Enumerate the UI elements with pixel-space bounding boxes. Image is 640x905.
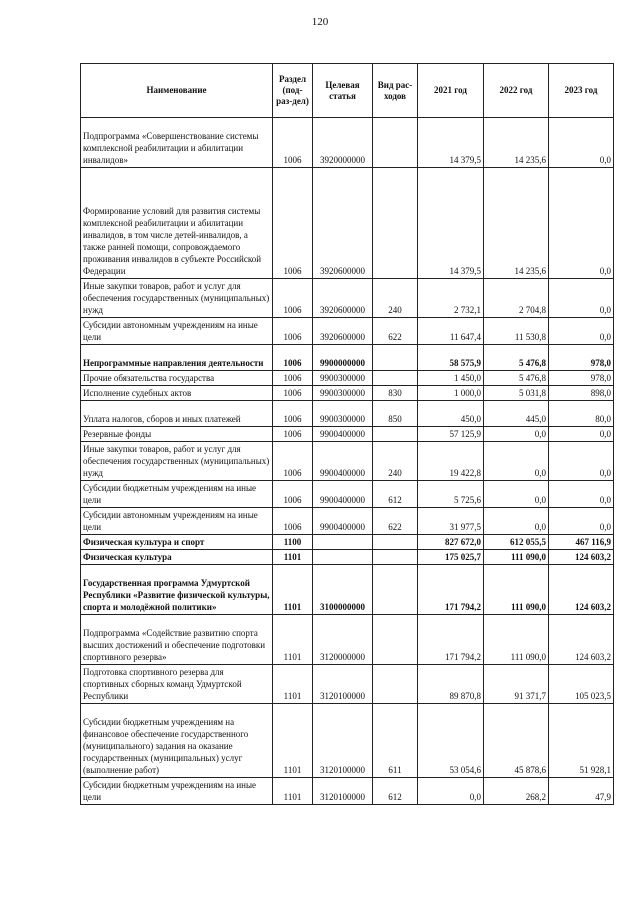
row-2022: 0,0 [484,508,549,535]
row-2021: 1 450,0 [418,371,484,386]
row-2022: 5 031,8 [484,386,549,401]
header-2023: 2023 год [549,64,614,118]
row-2023: 0,0 [549,118,614,168]
row-2023: 124 603,2 [549,565,614,615]
row-razdel: 1101 [273,778,313,805]
row-2021: 19 422,8 [418,442,484,481]
row-razdel: 1006 [273,371,313,386]
row-razdel: 1100 [273,535,313,550]
row-razdel: 1006 [273,168,313,279]
row-vid: 240 [373,442,418,481]
row-name: Субсидии бюджетным учреждениям на иные цели [81,481,273,508]
row-2021: 0,0 [418,778,484,805]
row-vid: 611 [373,704,418,778]
row-2021: 14 379,5 [418,118,484,168]
row-2021: 2 732,1 [418,279,484,318]
row-name: Исполнение судебных актов [81,386,273,401]
row-2022: 268,2 [484,778,549,805]
table-row [81,535,614,550]
row-name: Субсидии автономным учреждениям на иные цели [81,318,273,345]
row-name: Формирование условий для развития системы комплексной реабилитации и абилитации инвалидов, в том числе детей-инвалидов, а также ранней помощи, сопровождаемого проживания инвалидов в субъекте Российской Федерации [81,168,273,279]
table-row [81,401,614,427]
row-vid [373,371,418,386]
row-name: Субсидии бюджетным учреждениям на иные цели [81,778,273,805]
row-razdel: 1006 [273,401,313,427]
row-2021: 171 794,2 [418,615,484,665]
header-statya: Целевая статья [313,64,373,118]
row-statya: 3920600000 [313,318,373,345]
row-2023: 467 116,9 [549,535,614,550]
row-2021: 14 379,5 [418,168,484,279]
row-name: Резервные фонды [81,427,273,442]
row-statya: 3120100000 [313,704,373,778]
row-statya: 3920600000 [313,168,373,279]
row-2023: 124 603,2 [549,550,614,565]
row-2022: 14 235,6 [484,168,549,279]
row-statya: 3920600000 [313,279,373,318]
row-vid [373,168,418,279]
row-2023: 0,0 [549,427,614,442]
row-2022: 2 704,8 [484,279,549,318]
row-name: Прочие обязательства государства [81,371,273,386]
table-row [81,550,614,565]
row-vid [373,535,418,550]
row-2023: 978,0 [549,371,614,386]
row-2022: 111 090,0 [484,615,549,665]
table-row [81,508,614,535]
row-razdel: 1006 [273,442,313,481]
row-name: Иные закупки товаров, работ и услуг для обеспечения государственных (муниципальных) нужд [81,279,273,318]
row-2022: 445,0 [484,401,549,427]
header-2021: 2021 год [418,64,484,118]
row-statya: 9900400000 [313,481,373,508]
table-row [81,565,614,615]
table-row [81,345,614,371]
row-2021: 53 054,6 [418,704,484,778]
row-name: Непрограммные направления деятельности [81,345,273,371]
table-row [81,427,614,442]
table-row [81,318,614,345]
table-row [81,168,614,279]
row-2023: 0,0 [549,508,614,535]
row-vid [373,550,418,565]
row-2022: 5 476,8 [484,371,549,386]
row-2023: 0,0 [549,318,614,345]
table-row [81,665,614,704]
row-2022: 11 530,8 [484,318,549,345]
table-row [81,118,614,168]
row-vid [373,345,418,371]
row-2022: 5 476,8 [484,345,549,371]
table-body [81,118,614,805]
row-statya [313,550,373,565]
table-row [81,704,614,778]
row-2023: 0,0 [549,481,614,508]
row-2023: 47,9 [549,778,614,805]
row-2021: 5 725,6 [418,481,484,508]
row-2023: 898,0 [549,386,614,401]
row-razdel: 1006 [273,345,313,371]
row-2021: 171 794,2 [418,565,484,615]
row-razdel: 1006 [273,386,313,401]
row-2022: 0,0 [484,442,549,481]
row-2023: 0,0 [549,168,614,279]
header-2022: 2022 год [484,64,549,118]
row-name: Субсидии автономным учреждениям на иные цели [81,508,273,535]
page-number: 120 [311,16,329,28]
row-2021: 450,0 [418,401,484,427]
row-vid [373,665,418,704]
row-2023: 124 603,2 [549,615,614,665]
row-name: Иные закупки товаров, работ и услуг для обеспечения государственных (муниципальных) нужд [81,442,273,481]
row-name: Подготовка спортивного резерва для спортивных сборных команд Удмуртской Республики [81,665,273,704]
row-2022: 612 055,5 [484,535,549,550]
row-2022: 111 090,0 [484,550,549,565]
row-2022: 0,0 [484,481,549,508]
row-razdel: 1101 [273,665,313,704]
table-row [81,442,614,481]
row-vid: 612 [373,481,418,508]
row-razdel: 1101 [273,565,313,615]
table-row [81,371,614,386]
row-name: Подпрограмма «Содействие развитию спорта высших достижений и обеспечение подготовки спортивного резерва» [81,615,273,665]
row-2022: 111 090,0 [484,565,549,615]
row-statya: 9900000000 [313,345,373,371]
row-statya: 9900300000 [313,371,373,386]
row-vid: 850 [373,401,418,427]
row-name: Уплата налогов, сборов и иных платежей [81,401,273,427]
row-vid: 622 [373,318,418,345]
row-vid [373,427,418,442]
row-2022: 45 878,6 [484,704,549,778]
row-vid [373,118,418,168]
header-vid: Вид рас-ходов [373,64,418,118]
row-statya: 9900400000 [313,442,373,481]
row-2023: 0,0 [549,442,614,481]
row-razdel: 1006 [273,318,313,345]
header-name: Наименование [81,64,273,118]
row-vid: 240 [373,279,418,318]
row-razdel: 1101 [273,550,313,565]
row-2021: 57 125,9 [418,427,484,442]
row-razdel: 1006 [273,508,313,535]
row-vid [373,565,418,615]
row-statya: 3920000000 [313,118,373,168]
row-2021: 1 000,0 [418,386,484,401]
row-2023: 51 928,1 [549,704,614,778]
row-statya: 9900300000 [313,386,373,401]
row-2021: 827 672,0 [418,535,484,550]
row-statya [313,535,373,550]
row-2023: 0,0 [549,279,614,318]
row-2021: 11 647,4 [418,318,484,345]
row-name: Подпрограмма «Совершенствование системы комплексной реабилитации и абилитации инвалидов» [81,118,273,168]
row-statya: 3120100000 [313,778,373,805]
table-row [81,778,614,805]
row-2023: 80,0 [549,401,614,427]
table-row [81,615,614,665]
row-name: Субсидии бюджетным учреждениям на финансовое обеспечение государственного (муниципального) задания на оказание государственных (муниципальных) услуг (выполнение работ) [81,704,273,778]
row-2022: 91 371,7 [484,665,549,704]
row-2021: 89 870,8 [418,665,484,704]
row-statya: 3120000000 [313,615,373,665]
table-header-row [81,64,614,118]
row-vid: 612 [373,778,418,805]
row-statya: 9900400000 [313,508,373,535]
row-2021: 31 977,5 [418,508,484,535]
table-row [81,386,614,401]
row-razdel: 1006 [273,279,313,318]
row-2022: 14 235,6 [484,118,549,168]
row-vid: 830 [373,386,418,401]
row-razdel: 1101 [273,704,313,778]
row-name: Физическая культура и спорт [81,535,273,550]
row-statya: 9900300000 [313,401,373,427]
table-row [81,279,614,318]
row-vid [373,615,418,665]
row-statya: 3100000000 [313,565,373,615]
row-2023: 105 023,5 [549,665,614,704]
row-vid: 622 [373,508,418,535]
row-statya: 9900400000 [313,427,373,442]
row-razdel: 1006 [273,118,313,168]
row-2021: 175 025,7 [418,550,484,565]
row-2021: 58 575,9 [418,345,484,371]
row-2022: 0,0 [484,427,549,442]
row-2023: 978,0 [549,345,614,371]
budget-table [80,63,614,805]
row-name: Государственная программа Удмуртской Республики «Развитие физической культуры, спорта и молодёжной политики» [81,565,273,615]
row-statya: 3120100000 [313,665,373,704]
row-razdel: 1101 [273,615,313,665]
row-razdel: 1006 [273,481,313,508]
table-row [81,481,614,508]
header-razdel: Раздел (под-раз-дел) [273,64,313,118]
row-razdel: 1006 [273,427,313,442]
row-name: Физическая культура [81,550,273,565]
